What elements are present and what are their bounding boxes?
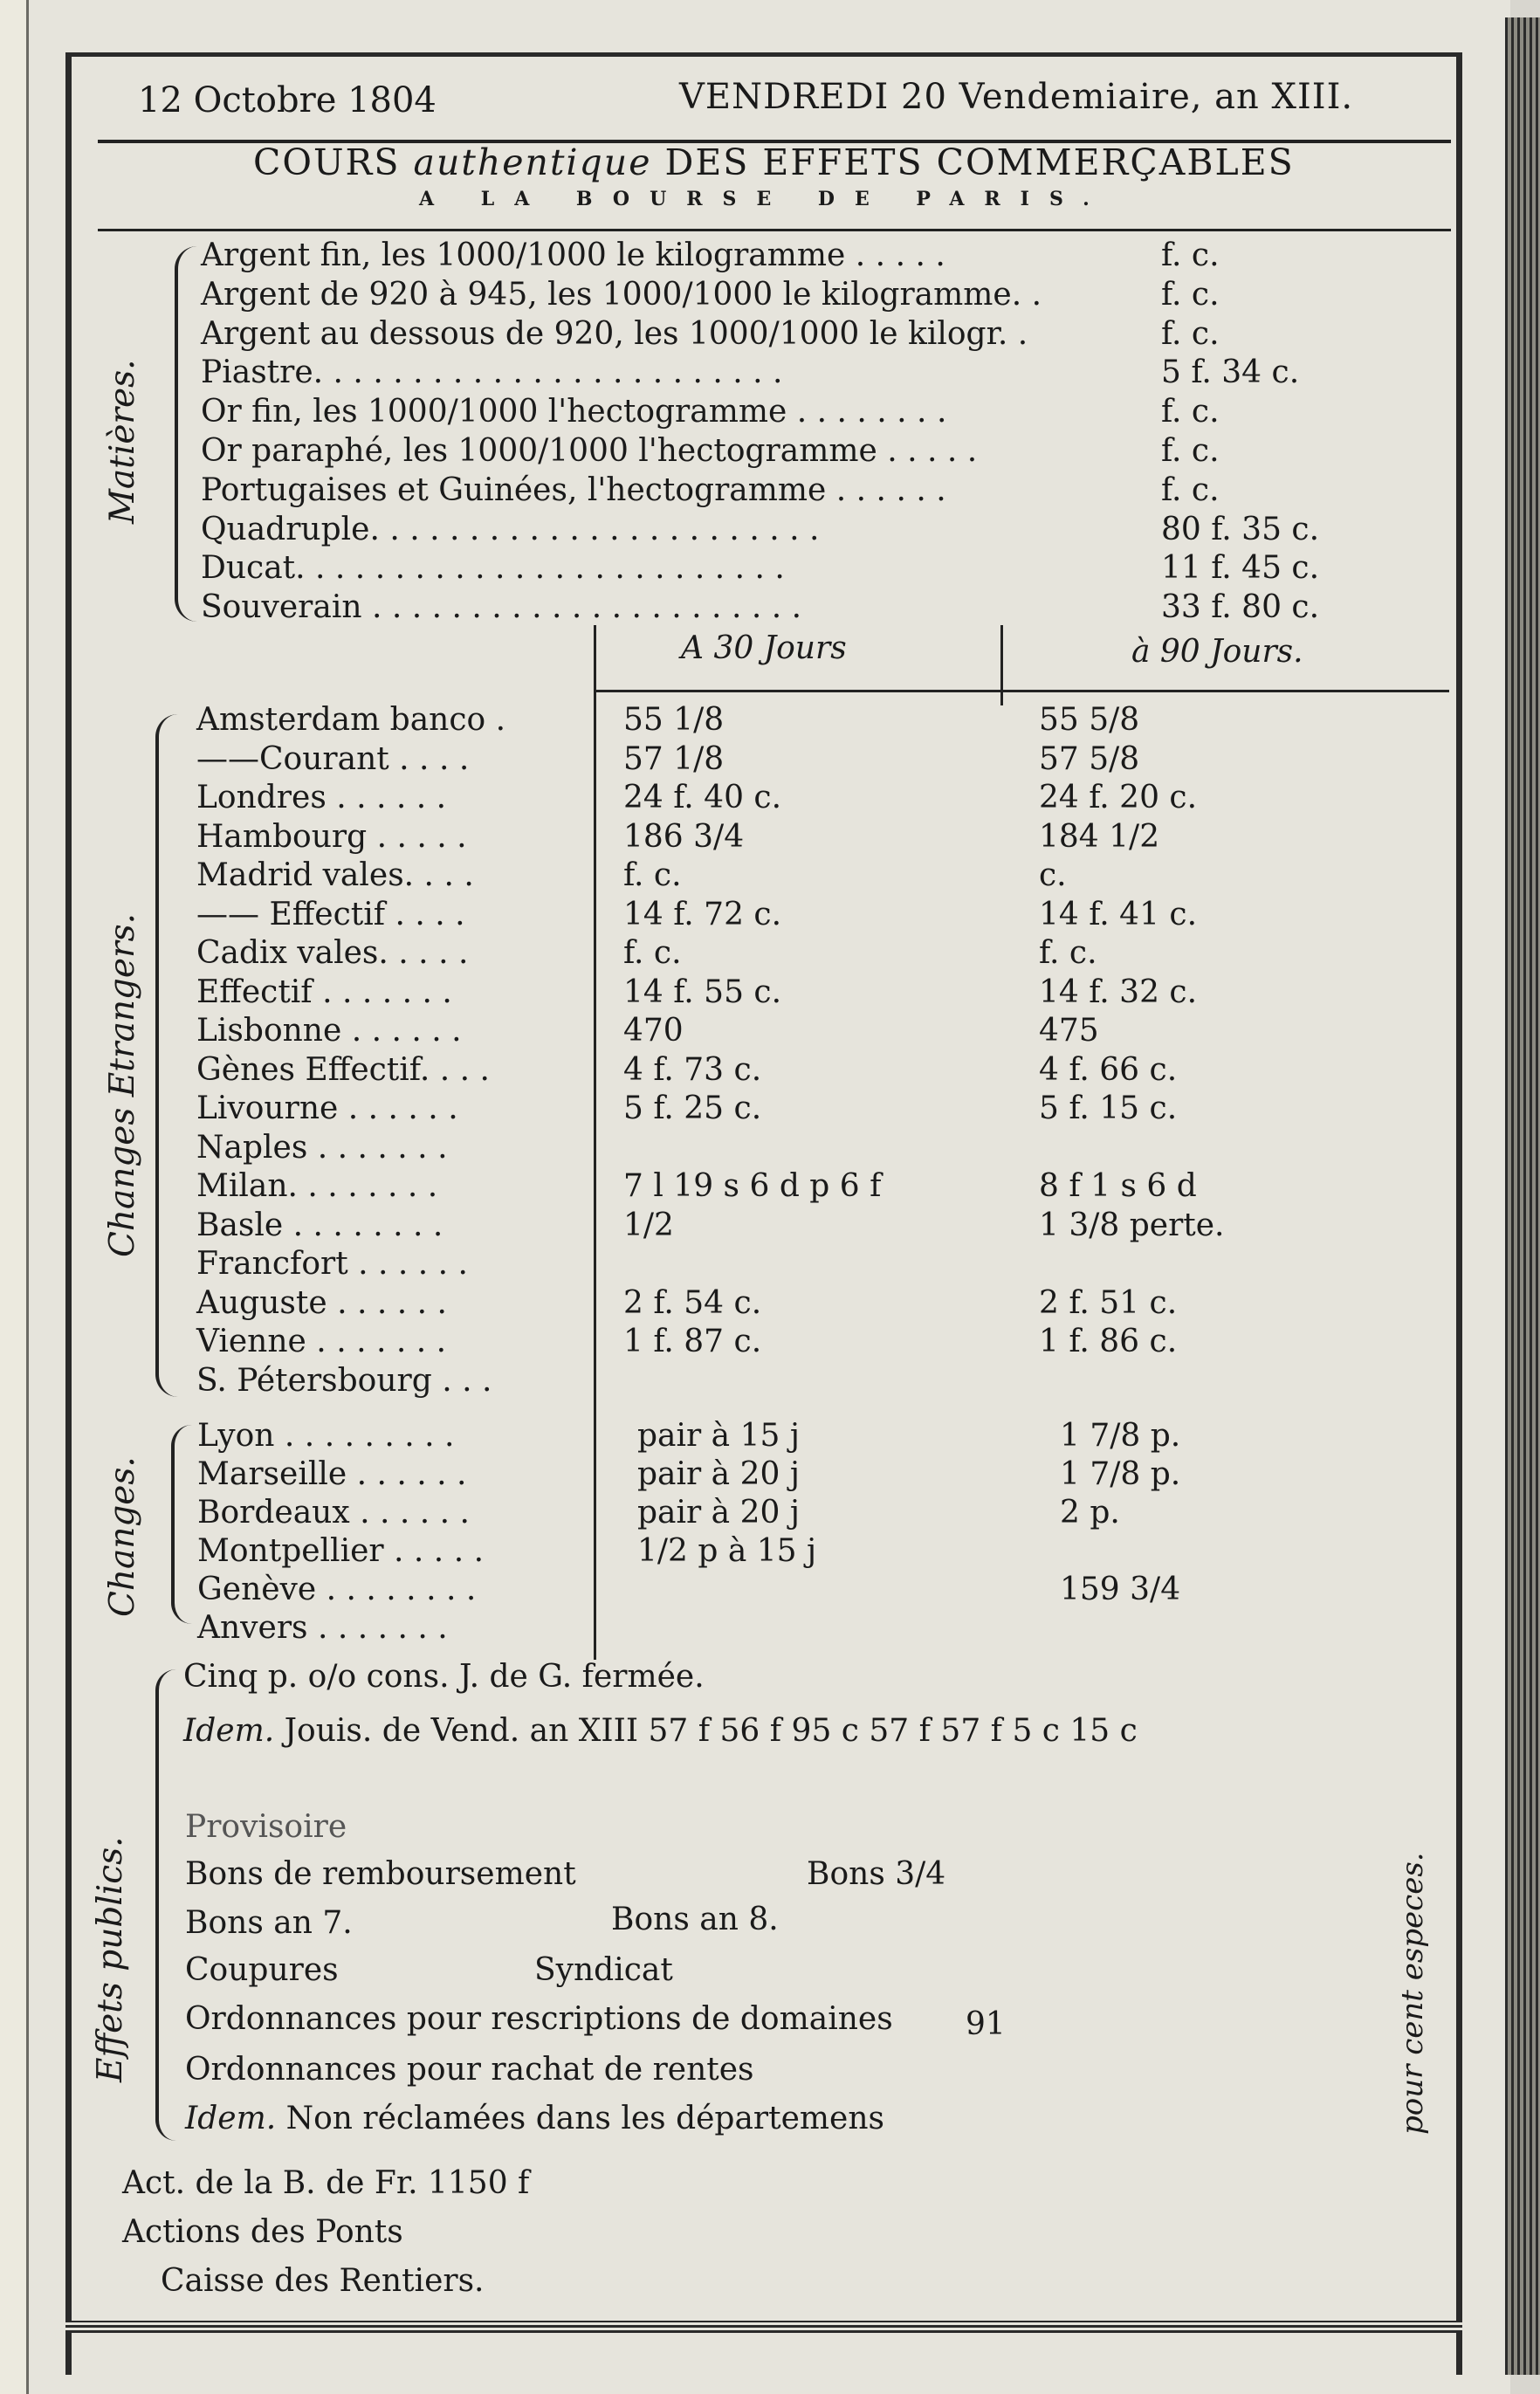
- page-title: [253, 141, 1295, 183]
- row-rate-30-days: 470: [623, 1013, 684, 1049]
- title-rule: [98, 229, 1451, 231]
- ordonnances-domaines-value: 91: [966, 2006, 1006, 2042]
- ordonnances-domaines: Ordonnances pour rescriptions de domaines: [185, 2001, 893, 2037]
- row-label: Argent fin, les 1000/1000 le kilogramme . . . . .: [201, 237, 945, 273]
- row-price: f. c.: [1161, 433, 1220, 469]
- row-label: Vienne . . . . . . .: [196, 1324, 447, 1359]
- row-rate-90-days: 1 7/8 p.: [1060, 1418, 1181, 1454]
- column-header-rule: [594, 690, 1449, 692]
- row-rate-90-days: 2 f. 51 c.: [1039, 1284, 1178, 1321]
- column-header-90: à 90 Jours.: [1131, 634, 1303, 670]
- column-divider-right: [1000, 625, 1003, 705]
- row-rate-90-days: c.: [1039, 857, 1067, 893]
- changes-etrangers-label: Changes Etrangers.: [103, 912, 142, 1257]
- row-label: Auguste . . . . . .: [196, 1284, 447, 1321]
- row-rate-30-days: pair à 20 j: [637, 1495, 800, 1531]
- coupures: Coupures: [185, 1952, 339, 1988]
- row-rate-30-days: pair à 15 j: [637, 1418, 800, 1454]
- effets-publics-brace: [155, 1669, 176, 2141]
- row-label: Milan. . . . . . . .: [196, 1168, 438, 1204]
- row-rate-90-days: 475: [1039, 1013, 1099, 1049]
- idem-non-reclamees-text: Non réclamées dans les départemens: [285, 2101, 885, 2136]
- row-price: f. c.: [1161, 394, 1220, 430]
- row-rate-90-days: 24 f. 20 c.: [1039, 780, 1198, 815]
- bons-an-7: Bons an 7.: [185, 1905, 353, 1941]
- row-label: Amsterdam banco .: [196, 702, 506, 738]
- row-rate-90-days: 1 3/8 perte.: [1039, 1207, 1225, 1243]
- row-label: Piastre. . . . . . . . . . . . . . . . . . . . . . . .: [201, 354, 783, 391]
- page-left-margin: [0, 0, 29, 2394]
- row-rate-30-days: f. c.: [623, 935, 682, 971]
- matieres-brace: [175, 246, 197, 622]
- row-label: Basle . . . . . . . .: [196, 1207, 443, 1243]
- row-rate-30-days: 186 3/4: [623, 818, 745, 855]
- row-label: Quadruple. . . . . . . . . . . . . . . . . . . . . . .: [201, 511, 820, 547]
- title-part2: DES EFFETS COMMERÇABLES: [664, 141, 1295, 183]
- caisse-des-rentiers: Caisse des Rentiers.: [161, 2263, 485, 2299]
- date-gregorian: 12 Octobre 1804: [138, 80, 437, 120]
- row-label: Lisbonne . . . . . .: [196, 1013, 462, 1049]
- bons-3-4: Bons 3/4: [807, 1856, 946, 1892]
- row-rate-90-days: 4 f. 66 c.: [1039, 1051, 1178, 1088]
- bons-an-8: Bons an 8.: [611, 1902, 779, 1937]
- syndicat: Syndicat: [534, 1952, 673, 1988]
- row-rate-90-days: 159 3/4: [1060, 1572, 1181, 1607]
- row-label: Genève . . . . . . . .: [197, 1572, 477, 1607]
- actions-banque-france: Act. de la B. de Fr. 1150 f: [122, 2165, 530, 2201]
- row-rate-30-days: 24 f. 40 c.: [623, 780, 782, 815]
- ordonnances-rentes: Ordonnances pour rachat de rentes: [185, 2052, 754, 2088]
- frame-top-rule: [65, 52, 1462, 57]
- row-rate-90-days: 1 7/8 p.: [1060, 1456, 1181, 1492]
- changes-etrangers-brace: [155, 714, 178, 1397]
- row-rate-30-days: 1/2: [623, 1207, 674, 1243]
- row-price: f. c.: [1161, 471, 1220, 508]
- actions-des-ponts: Actions des Ponts: [122, 2214, 403, 2250]
- row-rate-30-days: 1 f. 87 c.: [623, 1324, 762, 1359]
- row-price: 33 f. 80 c.: [1161, 589, 1320, 626]
- column-divider-left: [594, 625, 596, 1660]
- cinq-pour-cent: Cinq p. o/o cons. J. de G. fermée.: [183, 1659, 705, 1695]
- row-rate-30-days: 7 l 19 s 6 d p 6 f: [623, 1168, 882, 1204]
- row-label: Souverain . . . . . . . . . . . . . . . . . . . . . .: [201, 589, 802, 626]
- row-rate-90-days: 14 f. 41 c.: [1039, 896, 1198, 932]
- row-label: Or paraphé, les 1000/1000 l'hectogramme . . . . .: [201, 433, 978, 469]
- row-rate-30-days: 14 f. 72 c.: [623, 896, 782, 932]
- frame-bottom-rule: [65, 2321, 1462, 2333]
- effets-publics-label: Effets publics.: [91, 1836, 130, 2082]
- row-label: Or fin, les 1000/1000 l'hectogramme . . . . . . . .: [201, 394, 947, 430]
- idem-jouissance-text: Jouis. de Vend. an XIII 57 f 56 f 95 c 57 f 57 f 5 c 15 c: [284, 1713, 1138, 1749]
- row-rate-90-days: 8 f 1 s 6 d: [1039, 1168, 1197, 1204]
- row-rate-30-days: 5 f. 25 c.: [623, 1090, 762, 1126]
- row-label: Livourne . . . . . .: [196, 1090, 458, 1126]
- row-rate-30-days: 57 1/8: [623, 740, 725, 777]
- row-label: ——Courant . . . .: [196, 740, 470, 777]
- row-label: Madrid vales. . . .: [196, 857, 474, 893]
- pour-cent-note: pour cent especes.: [1395, 1852, 1430, 2135]
- row-label: Anvers . . . . . . .: [197, 1610, 448, 1646]
- row-label: Argent de 920 à 945, les 1000/1000 le kilogramme. .: [201, 276, 1042, 313]
- row-rate-90-days: 5 f. 15 c.: [1039, 1090, 1178, 1126]
- bons-remboursement: Bons de remboursement: [185, 1856, 576, 1892]
- row-price: f. c.: [1161, 276, 1220, 313]
- row-label: Portugaises et Guinées, l'hectogramme . . . . . .: [201, 471, 946, 508]
- row-rate-30-days: f. c.: [623, 857, 682, 893]
- changes-brace: [171, 1425, 192, 1624]
- row-label: Marseille . . . . . .: [197, 1456, 467, 1492]
- row-rate-90-days: f. c.: [1039, 935, 1097, 971]
- page-subtitle: A LA BOURSE DE PARIS.: [419, 188, 1110, 210]
- column-header-30: A 30 Jours: [681, 630, 847, 666]
- row-rate-90-days: 57 5/8: [1039, 740, 1140, 777]
- row-label: Effectif . . . . . . .: [196, 973, 452, 1010]
- page-stack-edge: [1505, 17, 1540, 2375]
- row-label: —— Effectif . . . .: [196, 896, 465, 932]
- row-rate-30-days: 14 f. 55 c.: [623, 973, 782, 1010]
- row-rate-90-days: 14 f. 32 c.: [1039, 973, 1198, 1010]
- row-label: Ducat. . . . . . . . . . . . . . . . . . . . . . . . .: [201, 550, 785, 587]
- idem-jouissance: [183, 1713, 1138, 1749]
- row-price: f. c.: [1161, 237, 1220, 273]
- row-label: Londres . . . . . .: [196, 780, 447, 815]
- title-part1: COURS: [253, 141, 401, 183]
- row-rate-30-days: 4 f. 73 c.: [623, 1051, 762, 1088]
- row-label: Naples . . . . . . .: [196, 1129, 448, 1166]
- row-label: Hambourg . . . . .: [196, 818, 467, 855]
- row-rate-30-days: 1/2 p à 15 j: [637, 1533, 817, 1569]
- idem-jouissance-italic: Idem.: [183, 1713, 275, 1749]
- row-price: f. c.: [1161, 315, 1220, 352]
- date-republican: VENDREDI 20 Vendemiaire, an XIII.: [679, 77, 1354, 117]
- row-rate-90-days: 2 p.: [1060, 1495, 1120, 1531]
- changes-label: Changes.: [103, 1456, 142, 1617]
- row-rate-90-days: 1 f. 86 c.: [1039, 1324, 1178, 1359]
- row-rate-90-days: 184 1/2: [1039, 818, 1160, 855]
- row-label: Francfort . . . . . .: [196, 1246, 468, 1282]
- row-label: S. Pétersbourg . . .: [196, 1362, 492, 1399]
- row-label: Lyon . . . . . . . . .: [197, 1418, 455, 1454]
- row-rate-90-days: 55 5/8: [1039, 702, 1140, 738]
- row-rate-30-days: pair à 20 j: [637, 1456, 800, 1492]
- row-rate-30-days: 55 1/8: [623, 702, 725, 738]
- row-label: Bordeaux . . . . . .: [197, 1495, 470, 1531]
- idem-non-reclamees-italic: Idem.: [185, 2101, 277, 2136]
- matieres-label: Matières.: [103, 359, 142, 524]
- idem-non-reclamees: [185, 2101, 884, 2136]
- row-label: Argent au dessous de 920, les 1000/1000 le kilogr. .: [201, 315, 1028, 352]
- row-price: 11 f. 45 c.: [1161, 550, 1320, 587]
- row-label: Gènes Effectif. . . .: [196, 1051, 490, 1088]
- row-price: 80 f. 35 c.: [1161, 511, 1320, 547]
- row-label: Cadix vales. . . . .: [196, 935, 469, 971]
- provisoire: Provisoire: [185, 1809, 347, 1845]
- title-italic: authentique: [413, 141, 652, 183]
- row-price: 5 f. 34 c.: [1161, 354, 1300, 391]
- row-label: Montpellier . . . . .: [197, 1533, 485, 1569]
- row-rate-30-days: 2 f. 54 c.: [623, 1284, 762, 1321]
